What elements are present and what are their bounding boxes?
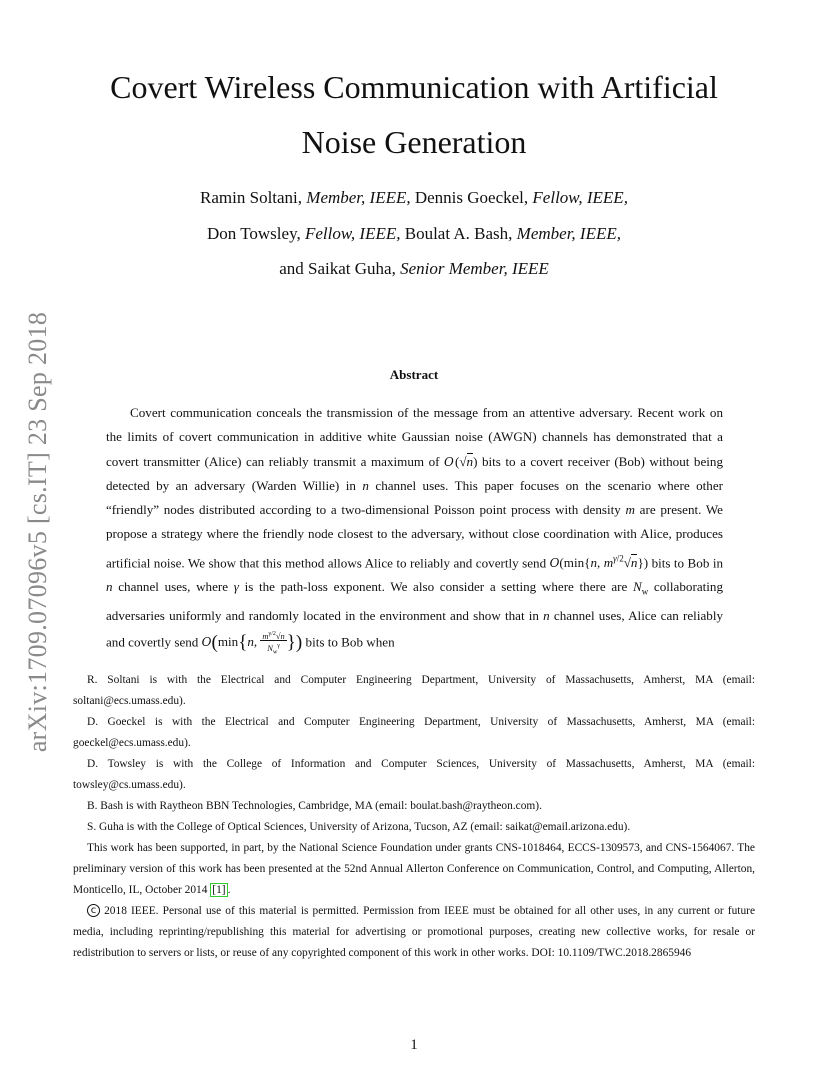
footnote-bash: B. Bash is with Raytheon BBN Technologies, Cambridge, MA (email: boulat.bash@raytheon.com).: [87, 800, 542, 812]
author-role: Senior Member, IEEE: [400, 259, 549, 278]
citation-link[interactable]: [1]: [212, 884, 226, 896]
abstract-text: Covert communication conceals the transmission of the message from an attentive adversary. Recent work on the limits of covert communication in additive white Gaussian noise (AWGN) channels has demonstrated that a covert transmitter (Alice) can reliably transmit a maximum of: [106, 405, 723, 469]
abstract-text: channel uses. This paper focuses on the scenario where other “friendly” nodes distributed according to a two-dimensional Poisson point process with density: [106, 477, 723, 518]
abstract-text: channel uses, where: [112, 579, 234, 595]
math-n: n: [106, 579, 113, 595]
author-list: [90, 180, 738, 287]
math-n: n: [543, 608, 550, 624]
footnote-funding: This work has been supported, in part, by the National Science Foundation under grants CNS-1018464, ECCS-1309573, and CNS-1564067. The preliminary version of this work has been presented at the 52nd Annual Allerton Conference on Communication, Control, and Computing, Allerton, Monticello, IL, October 2014 [1] .: [73, 842, 755, 896]
abstract-text: are present. We propose a strategy where the friendly node closest to the adversary, without close coordination with Alice, produces artificial noise. We show that this method allows Alice to reliably and covertly send: [106, 502, 723, 571]
author-role: Member, IEEE,: [306, 188, 411, 207]
author-line-2: [90, 216, 738, 252]
author-role: Member, IEEE,: [516, 223, 621, 243]
page-number: 1: [410, 1037, 418, 1053]
author-name: Don Towsley,: [206, 223, 301, 243]
abstract-heading: Abstract: [389, 367, 439, 382]
abstract-text: channel uses, Alice can reliably and covertly send: [106, 608, 723, 650]
arxiv-identifier: arXiv:1709.07096v5 [cs.IT] 23 Sep 2018: [23, 311, 52, 753]
math-n: n: [362, 477, 369, 493]
abstract-text: is the path-loss exponent. We also consider a setting where there are: [238, 579, 634, 595]
footnote-copyright: c 2018 IEEE. Personal use of this material is permitted. Permission from IEEE must be obtained for all other uses, in any current or future media, including reprinting/republishing this material for advertising or promotional purposes, creating new collective works, for resale or redistribution to servers or lists, or reuse of any copyrighted component of this work in other works. DOI: 10.1109/TWC.2018.2865946: [73, 905, 755, 959]
copyright-icon: c: [87, 904, 100, 917]
author-role: Fellow, IEEE,: [304, 223, 401, 243]
math-o-min: O(min{n, $m^{\gamma/2}√n$}): [549, 553, 649, 571]
footnote-soltani: R. Soltani is with the Electrical and Computer Engineering Department, University of Massachusetts, Amherst, MA (email: soltani@ecs.umass.edu).: [73, 674, 755, 707]
abstract-text: collaborating adversaries uniformly and randomly located in the environment and show that in: [106, 579, 723, 624]
paper-title: Covert Wireless Communication with Artificial Noise Generation: [110, 69, 718, 160]
abstract-text: bits to Bob in: [648, 555, 723, 571]
author-name: Dennis Goeckel,: [414, 188, 529, 207]
footnote-goeckel: D. Goeckel is with the Electrical and Computer Engineering Department, University of Massachusetts, Amherst, MA (email: goeckel@ecs.umass.edu).: [73, 716, 755, 749]
abstract-body: [106, 401, 723, 658]
abstract-text: bits to Bob when: [302, 634, 395, 650]
math-nw: $N_w$: [633, 579, 649, 598]
abstract-text: bits to a covert receiver (Bob) without being detected by an adversary (Warden Willie) in: [106, 453, 723, 493]
author-line-1: [90, 180, 738, 216]
author-name: Boulat A. Bash,: [404, 223, 513, 243]
footnote-guha: S. Guha is with the College of Optical Sciences, University of Arizona, Tucson, AZ (email: saikat@email.arizona.edu).: [87, 821, 631, 833]
math-o-sqrt-n: O (√n): [444, 453, 478, 469]
author-line-3: [90, 251, 738, 287]
math-o-min-frac: O(min{n, $\frac{m^{\gamma/2}√n}{N_w^\gamma}$ }): [201, 630, 303, 656]
math-m: m: [625, 502, 635, 518]
footnotes: [73, 670, 755, 964]
author-name: and Saikat Guha,: [279, 259, 396, 278]
math-gamma: γ: [233, 579, 239, 595]
author-role: Fellow, IEEE,: [532, 188, 628, 207]
author-name: Ramin Soltani,: [200, 188, 303, 207]
footnote-towsley: D. Towsley is with the College of Information and Computer Sciences, University of Massachusetts, Amherst, MA (email: towsley@cs.umass.edu).: [73, 758, 755, 791]
